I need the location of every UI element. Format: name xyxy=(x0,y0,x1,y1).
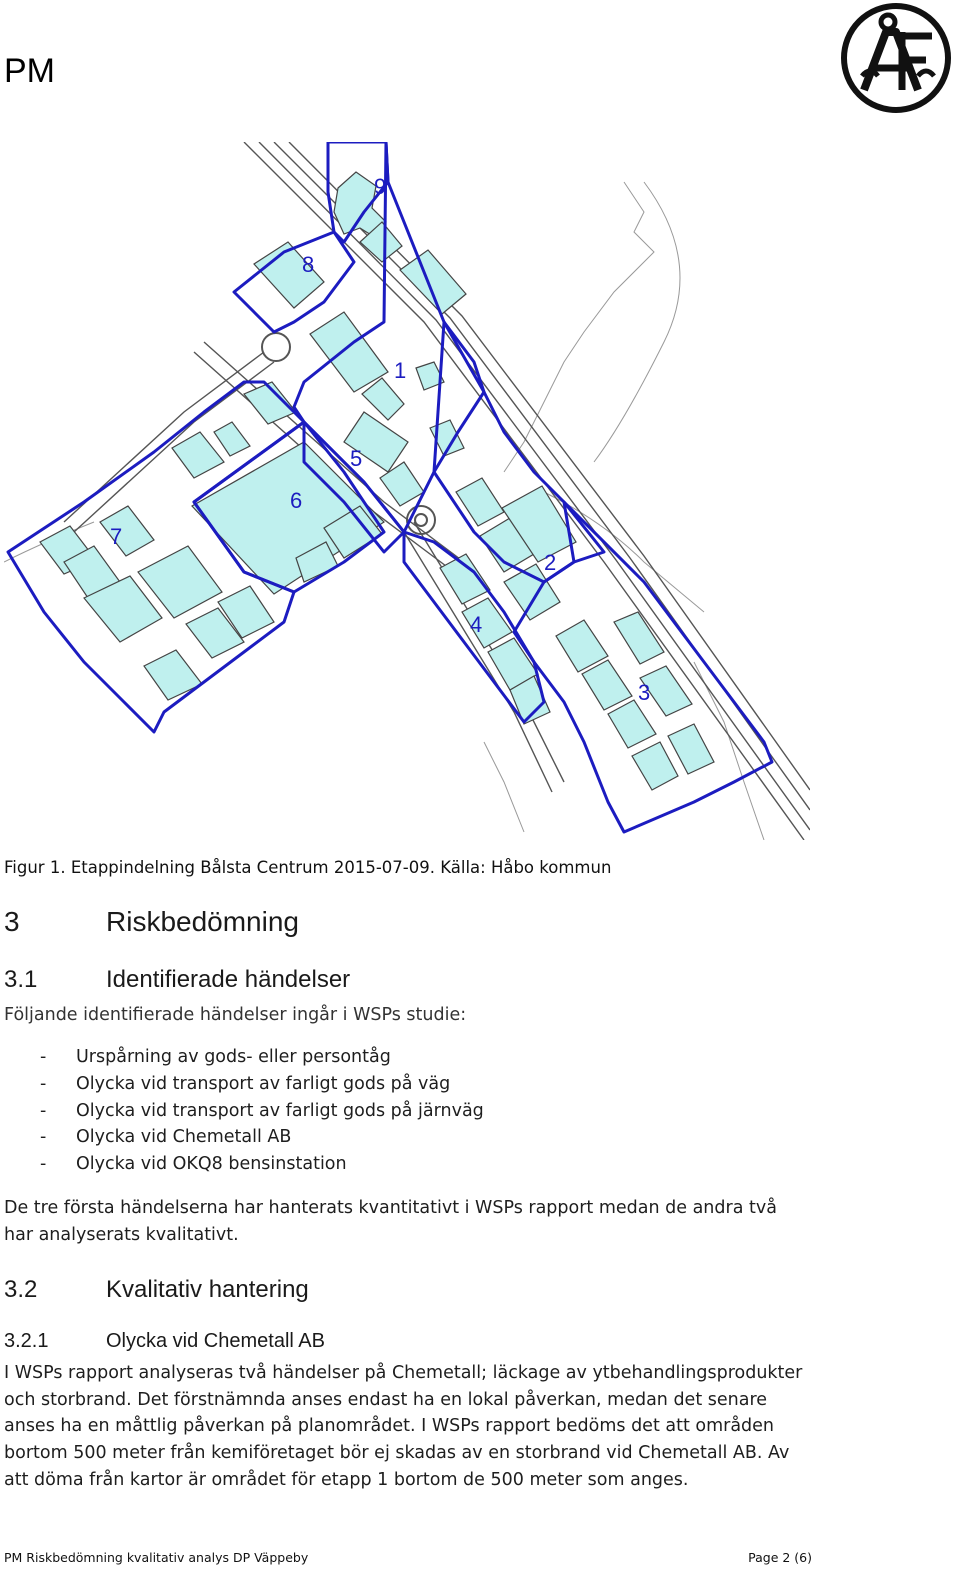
section-title: Riskbedömning xyxy=(106,906,299,937)
list-item-text: Olycka vid OKQ8 bensinstation xyxy=(76,1154,347,1175)
paragraph-3-1: De tre första händelserna har hanterats kvantitativt i WSPs rapport medan de andra två har analyserats kvalitativt. xyxy=(4,1198,777,1245)
section-heading-3-2-1 xyxy=(4,1330,325,1353)
section-title: Identifierade händelser xyxy=(106,966,351,993)
area-label-6: 6 xyxy=(290,488,303,513)
area-label-4: 4 xyxy=(470,612,483,637)
area-label-2: 2 xyxy=(544,550,557,575)
list-item-text: Urspårning av gods- eller persontåg xyxy=(76,1047,391,1067)
section-title: Olycka vid Chemetall AB xyxy=(106,1330,325,1352)
section-number: 3.2.1 xyxy=(4,1330,49,1352)
area-label-1: 1 xyxy=(394,358,407,383)
intro-text: Följande identifierade händelser ingår i WSPs studie: xyxy=(4,1005,467,1025)
list-item xyxy=(4,1098,484,1125)
list-item-text: Olycka vid transport av farligt gods på järnväg xyxy=(76,1100,484,1121)
footer-page-number: Page 2 (6) xyxy=(748,1550,812,1565)
section-number: 3 xyxy=(4,906,20,937)
document-title: PM xyxy=(4,52,55,90)
section-title: Kvalitativ hantering xyxy=(106,1276,309,1303)
bullet-dash: - xyxy=(40,1127,47,1148)
figure-caption: Figur 1. Etappindelning Bålsta Centrum 2015-07-09. Källa: Håbo kommun xyxy=(4,858,612,877)
area-label-9: 9 xyxy=(374,174,387,199)
section-number: 3.2 xyxy=(4,1276,38,1303)
area-label-5: 5 xyxy=(350,446,363,471)
list-item xyxy=(4,1151,484,1178)
event-list xyxy=(4,1044,484,1178)
list-item xyxy=(4,1044,484,1071)
list-item xyxy=(4,1071,484,1098)
etapp-map xyxy=(4,142,810,840)
af-logo xyxy=(840,2,952,114)
list-item xyxy=(4,1124,484,1151)
paragraph-3-2-1: I WSPs rapport analyseras två händelser på Chemetall; läckage av ytbehandlingsprodukter och storbrand. Det förstnämnda anses endast ha en lokal påverkan, medan det senare anses ha en måttlig påverkan på planområdet. I WSPs rapport bedöms det att områden bortom 500 meter från kemiföretaget bör ej skadas av en storbrand vid Chemetall AB. Av att döma från kartor är området för etapp 1 bortom de 500 meter som anges. xyxy=(4,1363,803,1490)
section-heading-3-2 xyxy=(4,1276,309,1304)
bullet-dash: - xyxy=(40,1154,47,1175)
section-heading-3-1 xyxy=(4,966,350,994)
list-item-text: Olycka vid Chemetall AB xyxy=(76,1127,292,1148)
section-number: 3.1 xyxy=(4,966,38,993)
area-label-3: 3 xyxy=(638,680,651,705)
bullet-dash: - xyxy=(40,1047,47,1067)
area-label-7: 7 xyxy=(110,524,123,549)
section-heading-3 xyxy=(4,906,299,938)
bullet-dash: - xyxy=(40,1073,47,1094)
footer-document-name: PM Riskbedömning kvalitativ analys DP Väppeby xyxy=(4,1550,309,1565)
list-item-text: Olycka vid transport av farligt gods på väg xyxy=(76,1073,451,1094)
buildings xyxy=(40,172,714,790)
area-label-8: 8 xyxy=(302,252,315,277)
bullet-dash: - xyxy=(40,1100,47,1121)
